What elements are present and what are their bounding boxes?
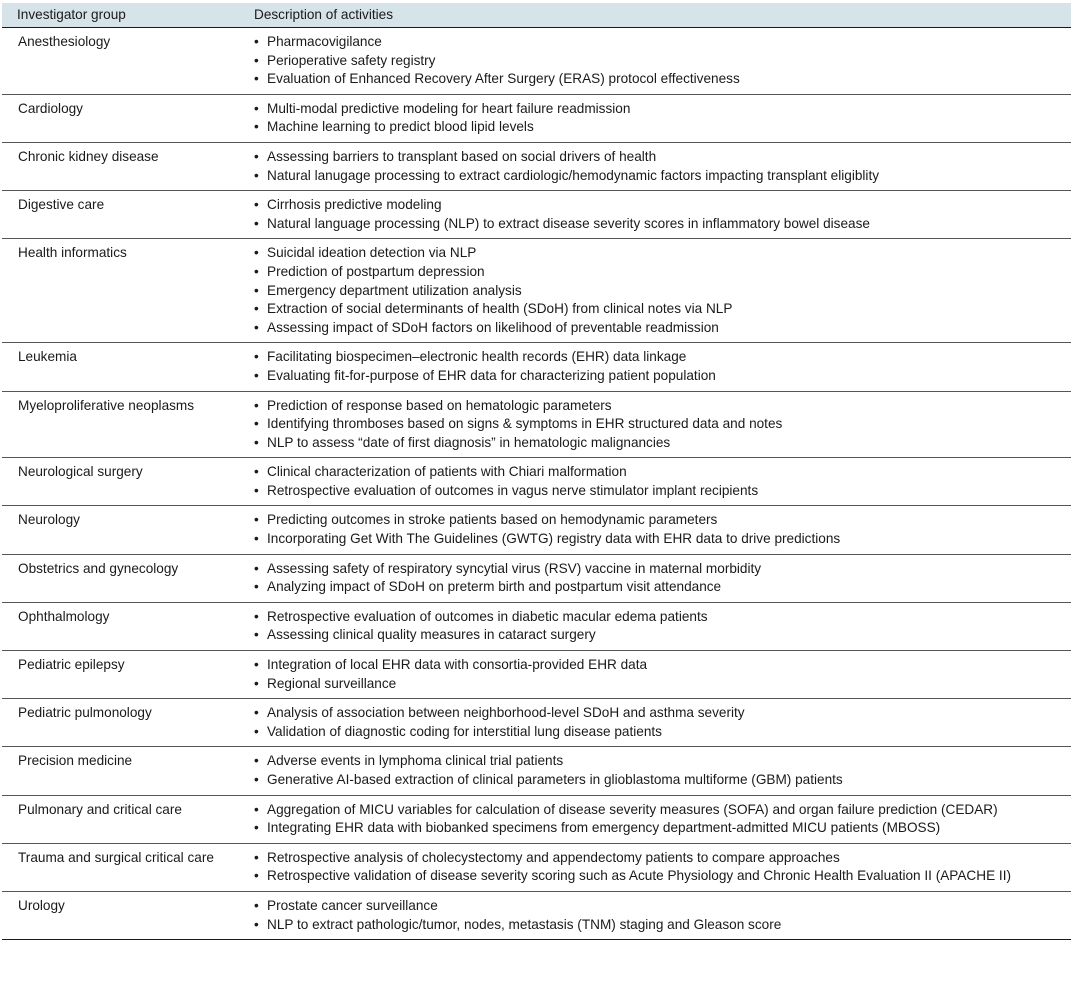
activities-list <box>254 608 1067 645</box>
activities-cell <box>254 458 1071 506</box>
table-header-row <box>2 3 1071 28</box>
table-row <box>2 239 1071 343</box>
activities-cell <box>254 891 1071 939</box>
activities-cell <box>254 747 1071 795</box>
activities-table <box>2 3 1071 940</box>
investigator-group-cell: Neurological surgery <box>18 464 143 480</box>
activity-item: • Facilitating biospecimen–electronic health records (EHR) data linkage <box>254 348 1067 367</box>
investigator-group-cell: Health informatics <box>18 245 127 261</box>
activity-item: • Extraction of social determinants of health (SDoH) from clinical notes via NLP <box>254 300 1067 319</box>
activities-cell <box>254 142 1071 190</box>
table-row <box>2 795 1071 843</box>
investigator-group-cell: Neurology <box>18 512 80 528</box>
activity-item: • Retrospective evaluation of outcomes in vagus nerve stimulator implant recipients <box>254 482 1067 501</box>
activity-item: • Assessing safety of respiratory syncytial virus (RSV) vaccine in maternal morbidity <box>254 560 1067 579</box>
activities-cell <box>254 602 1071 650</box>
table-row <box>2 391 1071 458</box>
activity-item: • Analysis of association between neighborhood-level SDoH and asthma severity <box>254 704 1067 723</box>
activity-item: • Clinical characterization of patients with Chiari malformation <box>254 463 1067 482</box>
activity-item: • Analyzing impact of SDoH on preterm birth and postpartum visit attendance <box>254 578 1067 597</box>
table-row <box>2 458 1071 506</box>
table-row <box>2 699 1071 747</box>
investigator-group-cell: Trauma and surgical critical care <box>18 849 214 865</box>
activity-item: • NLP to assess “date of first diagnosis” in hematologic malignancies <box>254 434 1067 453</box>
activities-list <box>254 704 1067 741</box>
activities-cell <box>254 191 1071 239</box>
table-row <box>2 602 1071 650</box>
investigator-group-cell: Pediatric pulmonology <box>18 705 152 721</box>
table-row <box>2 843 1071 891</box>
header-description: Description of activities <box>254 3 1071 28</box>
activities-list <box>254 560 1067 597</box>
activity-item: • Natural lanugage processing to extract cardiologic/hemodynamic factors impacting transplant eligiblity <box>254 167 1067 186</box>
investigator-group-cell: Myeloproliferative neoplasms <box>18 397 195 413</box>
table-row <box>2 651 1071 699</box>
investigator-group-cell: Ophthalmology <box>18 608 110 624</box>
activity-item: • Adverse events in lymphoma clinical trial patients <box>254 752 1067 771</box>
activities-list <box>254 348 1067 385</box>
activity-item: • Emergency department utilization analysis <box>254 282 1067 301</box>
activities-cell <box>254 94 1071 142</box>
activity-item: • NLP to extract pathologic/tumor, nodes, metastasis (TNM) staging and Gleason score <box>254 916 1067 935</box>
table-row <box>2 747 1071 795</box>
activity-item: • Assessing clinical quality measures in cataract surgery <box>254 626 1067 645</box>
activity-item: • Prediction of postpartum depression <box>254 263 1067 282</box>
table-row <box>2 142 1071 190</box>
activities-list <box>254 752 1067 789</box>
activities-list <box>254 656 1067 693</box>
activities-list <box>254 148 1067 185</box>
activities-cell <box>254 28 1071 95</box>
investigator-group-cell: Obstetrics and gynecology <box>18 560 179 576</box>
activity-item: • Retrospective validation of disease severity scoring such as Acute Physiology and Chronic Health Evaluation II (APACHE II) <box>254 867 1067 886</box>
investigator-group-cell: Chronic kidney disease <box>18 148 159 164</box>
activity-item: • Retrospective analysis of cholecystectomy and appendectomy patients to compare approaches <box>254 849 1067 868</box>
activity-item: • Prediction of response based on hematologic parameters <box>254 397 1067 416</box>
activities-cell <box>254 795 1071 843</box>
activity-item: • Assessing barriers to transplant based on social drivers of health <box>254 148 1067 167</box>
activities-cell <box>254 651 1071 699</box>
investigator-group-cell: Pulmonary and critical care <box>18 801 182 817</box>
investigator-group-cell: Pediatric epilepsy <box>18 657 125 673</box>
activity-item: • Retrospective evaluation of outcomes in diabetic macular edema patients <box>254 608 1067 627</box>
investigator-group-cell: Cardiology <box>18 100 83 116</box>
activities-list <box>254 463 1067 500</box>
investigator-group-cell: Anesthesiology <box>18 34 111 49</box>
activity-item: • Generative AI-based extraction of clinical parameters in glioblastoma multiforme (GBM) patients <box>254 771 1067 790</box>
activity-item: • Evaluation of Enhanced Recovery After Surgery (ERAS) protocol effectiveness <box>254 70 1067 89</box>
activity-item: • Regional surveillance <box>254 675 1067 694</box>
activities-list <box>254 196 1067 233</box>
activities-list <box>254 511 1067 548</box>
activity-item: • Evaluating fit-for-purpose of EHR data for characterizing patient population <box>254 367 1067 386</box>
activity-item: • Integration of local EHR data with consortia-provided EHR data <box>254 656 1067 675</box>
activities-cell <box>254 343 1071 391</box>
activity-item: • Natural language processing (NLP) to extract disease severity scores in inflammatory bowel disease <box>254 215 1067 234</box>
activities-list <box>254 33 1067 89</box>
activities-list <box>254 397 1067 453</box>
activity-item: • Pharmacovigilance <box>254 33 1067 52</box>
activity-item: • Integrating EHR data with biobanked specimens from emergency department-admitted MICU patients (MBOSS) <box>254 819 1067 838</box>
activities-list <box>254 897 1067 934</box>
table-row <box>2 506 1071 554</box>
activities-list <box>254 801 1067 838</box>
activity-item: • Validation of diagnostic coding for interstitial lung disease patients <box>254 723 1067 742</box>
investigator-group-cell: Leukemia <box>18 349 77 365</box>
table-row <box>2 554 1071 602</box>
activities-cell <box>254 506 1071 554</box>
investigator-group-cell: Precision medicine <box>18 753 133 769</box>
activity-item: • Incorporating Get With The Guidelines (GWTG) registry data with EHR data to drive predictions <box>254 530 1067 549</box>
activities-list <box>254 100 1067 137</box>
activities-cell <box>254 699 1071 747</box>
activities-cell <box>254 554 1071 602</box>
activities-cell <box>254 843 1071 891</box>
table-row <box>2 28 1071 95</box>
activity-item: • Machine learning to predict blood lipid levels <box>254 118 1067 137</box>
activities-list <box>254 849 1067 886</box>
table-row <box>2 94 1071 142</box>
activity-item: • Predicting outcomes in stroke patients based on hemodynamic parameters <box>254 511 1067 530</box>
activity-item: • Identifying thromboses based on signs & symptoms in EHR structured data and notes <box>254 415 1067 434</box>
activity-item: • Cirrhosis predictive modeling <box>254 196 1067 215</box>
table-body <box>2 28 1071 940</box>
activity-item: • Perioperative safety registry <box>254 52 1067 71</box>
table-row <box>2 891 1071 939</box>
activities-cell <box>254 391 1071 458</box>
activities-list <box>254 244 1067 337</box>
table-row <box>2 191 1071 239</box>
activity-item: • Suicidal ideation detection via NLP <box>254 244 1067 263</box>
activity-item: • Assessing impact of SDoH factors on likelihood of preventable readmission <box>254 319 1067 338</box>
header-investigator-group: Investigator group <box>2 3 254 28</box>
activity-item: • Prostate cancer surveillance <box>254 897 1067 916</box>
investigator-group-cell: Urology <box>18 897 65 913</box>
table-row <box>2 343 1071 391</box>
activities-table-container <box>2 3 1071 940</box>
activities-cell <box>254 239 1071 343</box>
activity-item: • Multi-modal predictive modeling for heart failure readmission <box>254 100 1067 119</box>
investigator-group-cell: Digestive care <box>18 197 105 213</box>
activity-item: • Aggregation of MICU variables for calculation of disease severity measures (SOFA) and organ failure prediction (CEDAR) <box>254 801 1067 820</box>
